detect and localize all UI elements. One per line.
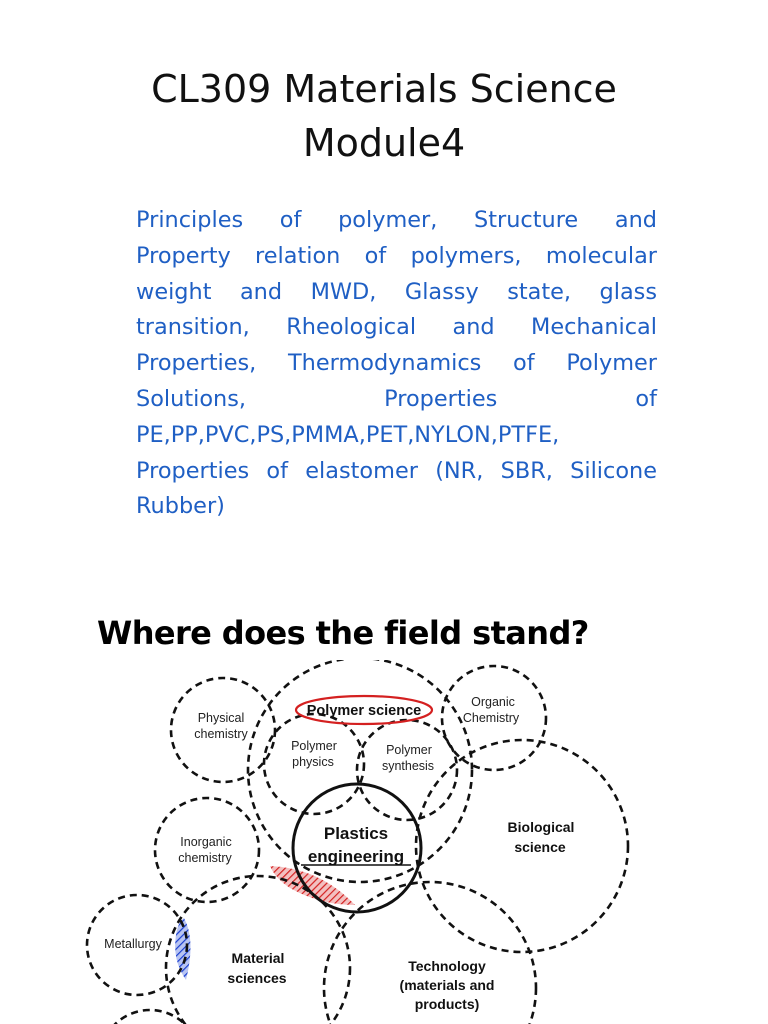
polymer-synthesis-label: Polymer (386, 743, 432, 757)
metallurgy-material-overlap (175, 918, 190, 980)
module-description (136, 203, 657, 525)
polymer-physics-label: physics (292, 755, 334, 769)
technology-label: (materials and (399, 977, 495, 993)
plastics-engineering-label: Plastics (323, 824, 389, 843)
description-line: Properties of elastomer (NR, SBR, Silicone (136, 457, 657, 484)
polymer-physics-label: Polymer (291, 739, 337, 753)
material-sciences-label: sciences (227, 970, 287, 986)
inorganic-chemistry-label: Inorganic (180, 835, 232, 849)
plastics-material-overlap (270, 866, 355, 905)
organic-chemistry-label: Chemistry (462, 711, 520, 725)
plastics-engineering-label: engineering (307, 847, 405, 866)
description-line: Properties, Thermodynamics of Polymer (136, 350, 657, 377)
description-line: weight and MWD, Glassy state, glass (136, 278, 657, 305)
section-heading: Where does the field stand? (97, 614, 589, 652)
physical-chemistry-label: chemistry (194, 727, 248, 741)
slide-title-line2: Module4 (302, 121, 466, 165)
slide-title (0, 62, 768, 170)
biological-science-label: Biological (507, 819, 575, 835)
inorganic-chemistry-circle (155, 798, 259, 902)
description-line: transition, Rheological and Mechanical (136, 314, 657, 341)
material-sciences-label: Material (231, 950, 285, 966)
field-venn-diagram (0, 660, 768, 1024)
description-line: Property relation of polymers, molecular (136, 242, 657, 269)
technology-label: Technology (408, 958, 486, 974)
polymer-synthesis-label: synthesis (381, 759, 435, 773)
description-line: PE,PP,PVC,PS,PMMA,PET,NYLON,PTFE, (136, 421, 560, 448)
description-line: Principles of polymer, Structure and (136, 207, 657, 233)
metallurgy-label: Metallurgy (104, 937, 162, 951)
technology-label: products) (414, 996, 480, 1012)
slide-title-line1: CL309 Materials Science (151, 67, 617, 111)
organic-chemistry-label: Organic (471, 695, 515, 709)
inorganic-chemistry-label: chemistry (178, 851, 232, 865)
biological-science-label: science (514, 839, 566, 855)
physical-chemistry-label: Physical (197, 711, 245, 725)
description-line: Rubber) (136, 493, 225, 520)
polymer-science-label: Polymer science (306, 703, 422, 719)
description-line: Solutions, Properties of (136, 385, 657, 412)
